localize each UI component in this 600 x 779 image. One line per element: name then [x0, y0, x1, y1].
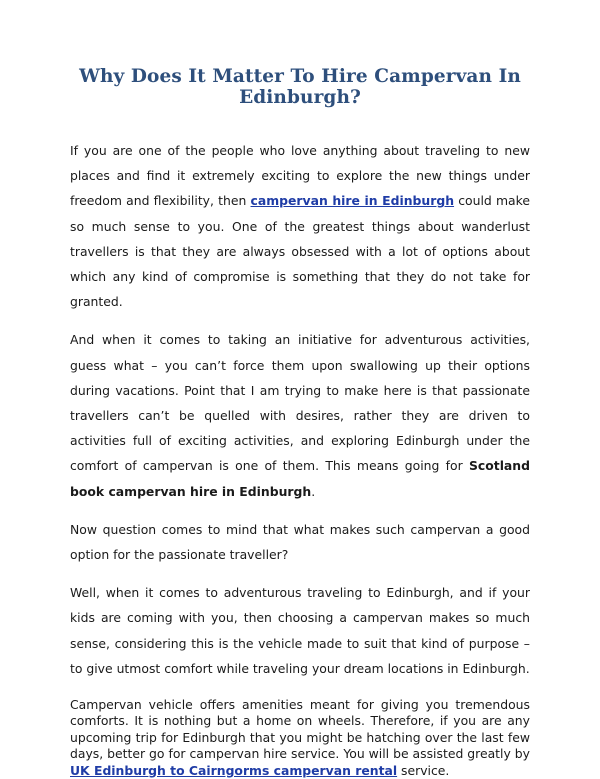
- paragraph-kids: Well, when it comes to adventurous traveling to Edinburgh, and if your kids are coming with you, then choosing a campervan makes so much sense, considering this is the vehicle made to suit that kind of purpose – to give utmost comfort while traveling your dream locations in Edinburgh.: [70, 585, 530, 676]
- paragraph-adventurous-text-after: .: [311, 483, 316, 499]
- cairngorms-campervan-rental-link[interactable]: UK Edinburgh to Cairngorms campervan rental: [70, 762, 398, 778]
- paragraph-question: Now question comes to mind that what makes such campervan a good option for the passionate traveller?: [70, 521, 530, 563]
- paragraph-adventurous: [70, 327, 530, 503]
- scotland-campervan-bold-text: Scotland book campervan hire in Edinburgh: [70, 458, 530, 499]
- paragraph-intro: [70, 138, 530, 314]
- document-title: Why Does It Matter To Hire Campervan In Edinburgh?: [79, 66, 521, 108]
- paragraph-intro-text-after: could make so much sense to you. One of the greatest things about wanderlust travellers is that they are always obsessed with a lot of options about which any kind of compromise is something that they do not take for granted.: [70, 193, 531, 310]
- paragraph-adventurous-text-before: And when it comes to taking an initiative for adventurous activities, guess what – you can’t force them upon swallowing up their options during vacations. Point that I am trying to make here is that passionate travellers can’t be quelled with desires, rather they are driven to activities full of exciting activities, and exploring Edinburgh under the comfort of campervan is one of them. This means going for: [70, 332, 530, 474]
- paragraph-intro-text-before: If you are one of the people who love anything about traveling to new places and find it extremely exciting to explore the new things under freedom and flexibility, then: [70, 143, 530, 209]
- paragraph-amenities: [70, 697, 530, 779]
- paragraph-amenities-text-before: Campervan vehicle offers amenities meant for giving you tremendous comforts. It is nothing but a home on wheels. Therefore, if you are any upcoming trip for Edinburgh that you might be hatching over the last few days, better go for campervan hire service. You will be assisted greatly by: [70, 697, 530, 762]
- paragraph-amenities-text-after: service.: [397, 762, 450, 778]
- campervan-hire-edinburgh-link[interactable]: campervan hire in Edinburgh: [250, 193, 455, 209]
